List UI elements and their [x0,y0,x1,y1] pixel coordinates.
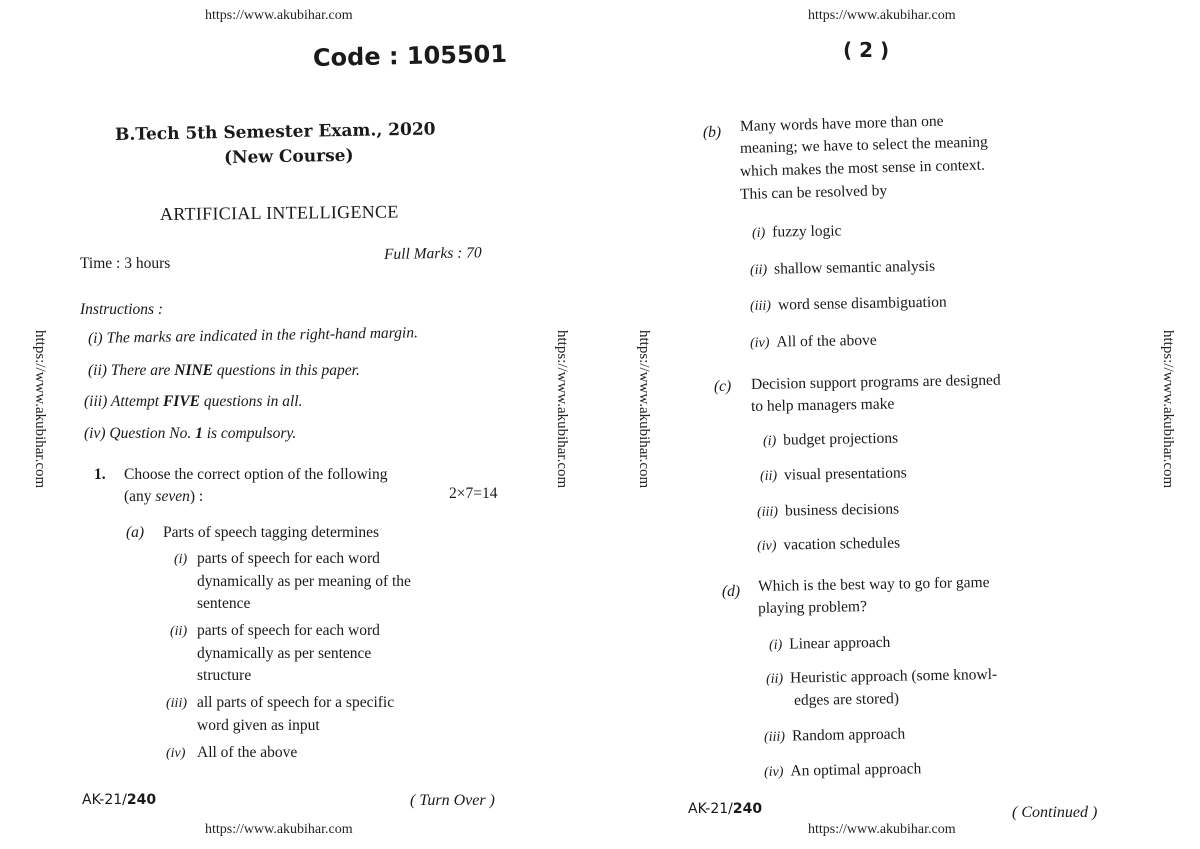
option-num: (i) [751,225,766,241]
question-1a-label: (a) [126,524,145,541]
footer-code-prefix: AK-21/ [688,801,733,817]
option-1a-ii-line2: dynamically as per sentence [197,645,372,662]
footer-code-right [688,801,762,817]
instruction-num: (iv) [84,425,106,442]
option-1a-iii-line2: word given as input [197,717,320,734]
watermark-vertical-center-left: https://www.akubihar.com [554,330,570,489]
option-1c-iii [757,501,899,521]
option-1a-iii-num: (iii) [166,696,187,711]
footer-code-prefix: AK-21/ [82,792,127,808]
instruction-4 [84,425,296,443]
option-num: (ii) [759,468,778,484]
instruction-text: Question No. [109,425,196,442]
question-1d-label: (d) [722,583,741,600]
option-1c-i [763,430,898,450]
option-num: (ii) [749,262,768,278]
option-1d-iv [764,760,922,781]
question-1d-line2: playing problem? [757,598,868,617]
instruction-emphasis: 1 [195,425,203,442]
question-1b-label: (b) [703,124,722,141]
option-num: (i) [768,637,783,653]
option-text: fuzzy logic [772,222,842,241]
watermark-vertical-left: https://www.akubihar.com [32,330,48,489]
page-number: ( 2 ) [843,38,890,62]
option-1a-i-line1: parts of speech for each word [197,550,380,567]
option-text: Linear approach [789,633,891,653]
option-1d-iii [764,726,905,746]
question-1c-label: (c) [714,378,732,395]
option-num: (iv) [749,335,770,351]
option-1a-ii-line1: parts of speech for each word [197,622,380,639]
q1-text: ) : [189,488,204,505]
option-num: (iii) [763,729,786,745]
option-1b-i [752,222,842,242]
option-1d-i [769,634,891,654]
time-label: Time : 3 hours [80,255,171,272]
option-1c-iv [757,535,900,555]
option-1d-ii-line2: edges are stored) [793,690,900,709]
footer-code-left [82,792,156,808]
question-1b-line4: This can be resolved by [739,182,888,203]
option-text: business decisions [784,500,900,520]
instruction-emphasis: NINE [174,362,214,379]
instruction-1 [88,324,418,348]
watermark-bottom-left: https://www.akubihar.com [205,822,353,837]
option-text: budget projections [783,429,899,449]
option-num: (ii) [765,671,784,687]
option-1a-iv-num: (iv) [166,746,186,761]
instruction-text: is compulsory. [202,425,297,442]
watermark-top-left: https://www.akubihar.com [205,8,353,23]
option-text: shallow semantic analysis [773,257,936,278]
instruction-text: Attempt [110,393,163,410]
q1-italic: seven [155,488,190,505]
footer-code-number: 240 [732,801,763,817]
option-text: An optimal approach [790,760,922,780]
option-text: All of the above [776,331,877,351]
option-text: vacation schedules [783,534,901,554]
option-text: Heuristic approach (some knowl- [789,665,998,687]
exam-code: Code : 105501 [312,39,508,72]
option-1a-ii-line3: structure [197,667,252,684]
option-text: visual presentations [783,464,907,484]
question-1b-line2: meaning; we have to select the meaning [739,133,989,157]
option-1b-iv [750,332,877,352]
option-1a-ii-num: (ii) [170,624,188,639]
option-num: (iii) [749,298,772,314]
question-1c-line2: to help managers make [750,395,895,415]
watermark-top-right: https://www.akubihar.com [808,8,956,23]
watermark-bottom-right: https://www.akubihar.com [808,822,956,837]
question-1b-line3: which makes the most sense in context. [739,156,986,180]
instruction-text: questions in all. [200,393,303,410]
q1-text: (any [124,488,156,505]
question-1c-line1: Decision support programs are designed [750,371,1001,393]
option-1a-i-num: (i) [174,552,188,567]
option-1d-ii [766,666,997,688]
option-num: (i) [762,433,777,449]
instruction-text: There are [110,362,175,379]
subject-title: ARTIFICIAL INTELLIGENCE [159,201,399,224]
instruction-3 [84,393,303,411]
option-text: Random approach [791,725,906,745]
course-label: (New Course) [223,145,354,168]
instruction-num: (iii) [84,393,108,410]
question-1d-line1: Which is the best way to go for game [757,573,990,595]
question-1a-text: Parts of speech tagging determines [163,524,380,541]
option-num: (iii) [756,504,779,520]
option-1b-iii [750,294,947,315]
question-1-line2 [124,488,203,506]
question-1-marks: 2×7=14 [449,485,498,502]
option-1a-iii-line1: all parts of speech for a specific [197,694,395,711]
instruction-2 [88,362,360,380]
continued-label: ( Continued ) [1012,804,1098,821]
option-1b-ii [750,258,935,279]
question-1-number: 1. [94,466,106,483]
instructions-heading: Instructions : [80,301,164,318]
option-1c-ii [760,464,907,485]
question-1b-line1: Many words have more than one [739,112,944,135]
option-text: word sense disambiguation [777,293,947,314]
turn-over-label: ( Turn Over ) [410,792,495,809]
option-num: (iv) [763,764,784,780]
option-num: (iv) [756,538,777,554]
instruction-text: questions in this paper. [213,362,360,379]
instruction-num: (ii) [88,362,107,379]
option-1a-i-line3: sentence [197,595,251,612]
option-1a-i-line2: dynamically as per meaning of the [197,573,411,590]
footer-code-number: 240 [126,792,157,808]
exam-title: B.Tech 5th Semester Exam., 2020 [114,119,436,145]
option-1a-iv-line1: All of the above [197,744,298,761]
full-marks-label: Full Marks : 70 [383,244,482,263]
instruction-emphasis: FIVE [162,393,201,410]
instruction-num: (i) [87,329,103,347]
watermark-vertical-right: https://www.akubihar.com [1160,330,1176,489]
question-1-line1: Choose the correct option of the following [124,466,388,483]
instruction-text: The marks are indicated in the right-hand margin. [106,324,419,347]
watermark-vertical-center-right: https://www.akubihar.com [636,330,652,489]
